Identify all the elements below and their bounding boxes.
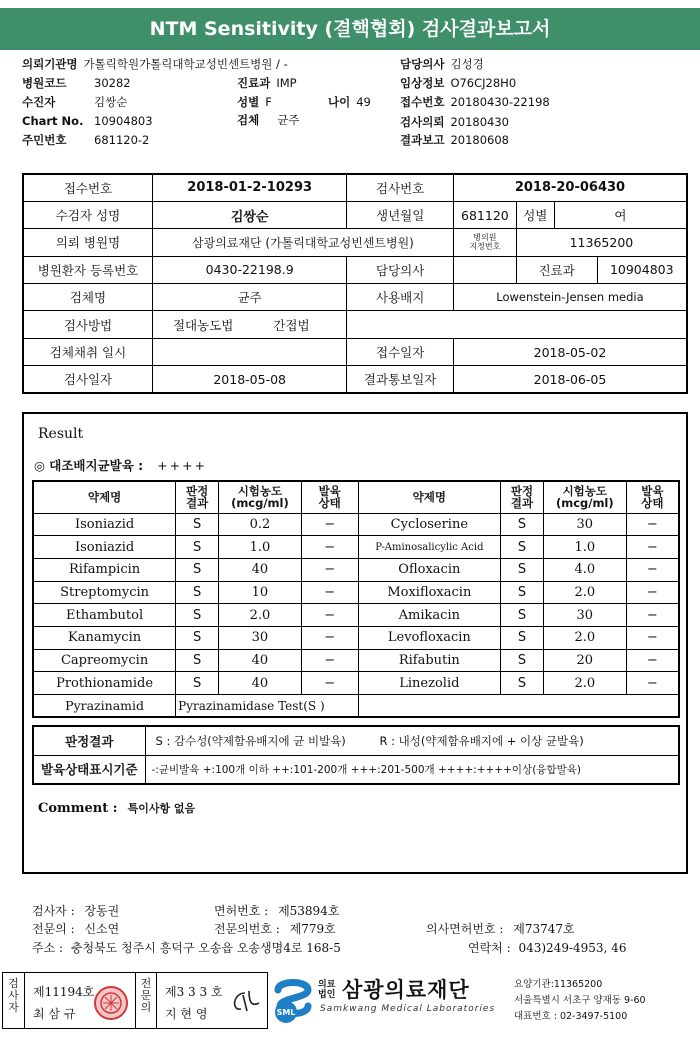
test-date-label: 검사일자 xyxy=(23,366,152,393)
table-row xyxy=(33,604,679,627)
header-doctor: 담당의사 김성경 xyxy=(400,57,484,71)
table-row xyxy=(23,284,687,311)
table-row xyxy=(23,229,687,256)
attending-doctor-label: 담당의사 xyxy=(347,256,454,283)
table-row xyxy=(33,755,679,784)
tester-number: 제11194호 xyxy=(33,985,95,999)
signature-icon xyxy=(227,987,261,1017)
table-header-row xyxy=(33,481,679,513)
judge-result: S xyxy=(176,649,219,672)
header-dept: 진료과 IMP xyxy=(237,76,297,90)
method-value xyxy=(152,311,346,338)
table-row xyxy=(33,558,679,581)
growth-status: − xyxy=(626,649,679,672)
footer-phone: 연락처 : 043)249-4953, 46 xyxy=(468,941,627,955)
judge-result: S xyxy=(501,604,544,627)
col-drug: 약제명 xyxy=(358,481,501,513)
pza-drug: Pyrazinamid xyxy=(33,695,176,718)
test-concentration: 2.0 xyxy=(543,672,626,695)
control-culture: ◎ 대조배지균발육 : ++++ xyxy=(34,458,208,473)
drug-name: Isoniazid xyxy=(33,536,176,559)
header-institution: 의뢰기관명 가톨릭학원가톨릭대학교성빈센트병원 / - xyxy=(22,57,288,71)
specimen-label: 검체명 xyxy=(23,284,152,311)
table-row xyxy=(23,338,687,365)
legend-table xyxy=(32,725,680,785)
org-name: 삼광의료재단 xyxy=(342,978,470,1002)
growth-status: − xyxy=(301,626,358,649)
medium-label: 사용배지 xyxy=(347,284,454,311)
col-judge: 판정 결과 xyxy=(176,481,219,513)
header-hospital-code: 병원코드 30282 xyxy=(22,76,131,90)
test-no-label: 검사번호 xyxy=(347,174,454,201)
test-concentration: 0.2 xyxy=(218,513,301,536)
tester-vertical-label: 검 사 자 xyxy=(3,973,25,1028)
registration-label: 병원환자 등록번호 xyxy=(23,256,152,283)
growth-status: − xyxy=(626,536,679,559)
comment: Comment : 특이사항 없음 xyxy=(38,801,196,816)
specialist-vertical-label: 전 문 의 xyxy=(135,973,157,1028)
drug-name: Rifampicin xyxy=(33,558,176,581)
footer-address: 주소 : 충청북도 청주시 흥덕구 오송읍 오송생명4로 168-5 xyxy=(32,941,341,955)
drug-name: Moxifloxacin xyxy=(358,581,501,604)
judge-result: S xyxy=(176,626,219,649)
birthdate-value: 681120 xyxy=(453,201,516,228)
judge-result: S xyxy=(176,558,219,581)
header-request: 검사의뢰 20180430 xyxy=(400,115,509,129)
judge-result: S xyxy=(176,604,219,627)
growth-status: − xyxy=(626,672,679,695)
table-row xyxy=(33,649,679,672)
test-concentration: 30 xyxy=(543,604,626,627)
table-row xyxy=(23,311,687,338)
judge-result: S xyxy=(176,536,219,559)
designation-label: 병의원 지정번호 xyxy=(453,229,516,256)
attending-doctor-value xyxy=(453,256,516,283)
susceptibility-table xyxy=(32,480,680,718)
drug-name: Prothionamide xyxy=(33,672,176,695)
drug-name: Ethambutol xyxy=(33,604,176,627)
col-conc: 시험농도 (mcg/ml) xyxy=(543,481,626,513)
footer-license: 면허번호 : 제53894호 xyxy=(214,904,340,918)
judge-r: R : 내성(약제함유배지에 + 이상 균발육) xyxy=(379,733,584,748)
receipt-label: 접수번호 xyxy=(23,174,152,201)
header-sex: 성별 F xyxy=(237,95,272,109)
judge-result: S xyxy=(501,536,544,559)
drug-name: Streptomycin xyxy=(33,581,176,604)
logo-text: SML xyxy=(276,1008,296,1017)
notify-date-label: 결과통보일자 xyxy=(347,366,454,393)
drug-name: Rifabutin xyxy=(358,649,501,672)
test-concentration: 20 xyxy=(543,649,626,672)
org-legal: 의료 법인 xyxy=(318,980,336,1000)
drug-name: Kanamycin xyxy=(33,626,176,649)
header-age: 나이 49 xyxy=(328,95,371,109)
patient-name-label: 수검자 성명 xyxy=(23,201,152,228)
hospital-name-value: 삼광의료재단 (가톨릭대학교성빈센트병원) xyxy=(152,229,453,256)
result-title: Result xyxy=(38,426,84,442)
growth-legend: -:균비발육 +:100개 이하 ++:101-200개 +++:201-500개 ++++:++++이상(융합발육) xyxy=(145,755,679,784)
growth-status: − xyxy=(626,581,679,604)
table-row xyxy=(33,672,679,695)
test-concentration: 2.0 xyxy=(218,604,301,627)
test-concentration: 30 xyxy=(543,513,626,536)
test-no-value: 2018-20-06430 xyxy=(453,174,687,201)
result-section xyxy=(22,412,688,874)
dept-value: 10904803 xyxy=(597,256,687,283)
growth-status: − xyxy=(626,604,679,627)
seal-icon xyxy=(93,985,129,1021)
test-concentration: 40 xyxy=(218,558,301,581)
dept-label: 진료과 xyxy=(516,256,597,283)
specialist-name: 지 현 영 xyxy=(165,1007,208,1021)
table-row xyxy=(23,174,687,201)
test-concentration: 2.0 xyxy=(543,626,626,649)
judge-result: S xyxy=(501,626,544,649)
medium-value: Lowenstein-Jensen media xyxy=(453,284,687,311)
test-date-value: 2018-05-08 xyxy=(152,366,346,393)
patient-name-value: 김쌍순 xyxy=(152,201,346,228)
method-blank xyxy=(347,311,687,338)
growth-status: − xyxy=(301,581,358,604)
drug-name: Levofloxacin xyxy=(358,626,501,649)
judge-result: S xyxy=(176,513,219,536)
test-concentration: 1.0 xyxy=(543,536,626,559)
table-row xyxy=(33,626,679,649)
method-indirect: 간접법 xyxy=(273,317,310,333)
header-clinical: 임상정보 O76CJ28H0 xyxy=(400,76,517,90)
judge-legend xyxy=(145,726,679,755)
judge-result: S xyxy=(501,672,544,695)
notify-date-value: 2018-06-05 xyxy=(453,366,687,393)
header-report: 결과보고 20180608 xyxy=(400,133,509,147)
col-drug: 약제명 xyxy=(33,481,176,513)
growth-status: − xyxy=(626,558,679,581)
footer-doc-license: 의사면허번호 : 제73747호 xyxy=(426,922,575,936)
growth-status: − xyxy=(301,672,358,695)
growth-status: − xyxy=(301,604,358,627)
org-code: 요양기관:11365200 xyxy=(514,979,603,990)
signature-box xyxy=(2,972,268,1029)
org-phone: 대표번호 : 02-3497-5100 xyxy=(514,1011,628,1022)
receipt-date-value: 2018-05-02 xyxy=(453,338,687,365)
col-conc: 시험농도 (mcg/ml) xyxy=(218,481,301,513)
report-title: NTM Sensitivity (결핵협회) 검사결과보고서 xyxy=(0,8,700,50)
drug-name: Capreomycin xyxy=(33,649,176,672)
table-row xyxy=(23,366,687,393)
table-row xyxy=(33,536,679,559)
drug-name: Cycloserine xyxy=(358,513,501,536)
test-concentration: 2.0 xyxy=(543,581,626,604)
drug-name: Amikacin xyxy=(358,604,501,627)
test-concentration: 40 xyxy=(218,649,301,672)
sex-label: 성별 xyxy=(516,201,554,228)
growth-status: − xyxy=(301,649,358,672)
pza-blank xyxy=(358,695,679,718)
sex-value: 여 xyxy=(554,201,687,228)
judge-result: S xyxy=(501,649,544,672)
specialist-number: 제3 3 3 호 xyxy=(165,985,223,999)
footer-spec-no: 전문의번호 : 제779호 xyxy=(214,922,336,936)
collection-value xyxy=(152,338,346,365)
growth-status: − xyxy=(626,513,679,536)
table-row xyxy=(23,256,687,283)
header-patient: 수진자 김쌍순 xyxy=(22,95,128,109)
judge-result: S xyxy=(501,558,544,581)
receipt-value: 2018-01-2-10293 xyxy=(152,174,346,201)
test-concentration: 10 xyxy=(218,581,301,604)
specimen-info-table xyxy=(22,173,688,394)
birthdate-label: 생년월일 xyxy=(347,201,454,228)
footer-specialist: 전문의 : 신소연 xyxy=(32,922,120,936)
header-rrn: 주민번호 681120-2 xyxy=(22,133,150,147)
judge-label: 판정결과 xyxy=(33,726,145,755)
table-row xyxy=(33,726,679,755)
hospital-name-label: 의뢰 병원명 xyxy=(23,229,152,256)
test-concentration: 40 xyxy=(218,672,301,695)
test-concentration: 4.0 xyxy=(543,558,626,581)
drug-name: Linezolid xyxy=(358,672,501,695)
table-row xyxy=(33,513,679,536)
org-name-en: Samkwang Medical Laboratories xyxy=(320,1004,496,1014)
test-concentration: 30 xyxy=(218,626,301,649)
organization-block xyxy=(272,972,698,1029)
col-growth: 발육 상태 xyxy=(301,481,358,513)
method-absolute: 절대농도법 xyxy=(172,317,234,333)
table-row xyxy=(33,581,679,604)
specimen-value: 균주 xyxy=(152,284,346,311)
org-address: 서울특별시 서초구 양재동 9-60 xyxy=(514,995,646,1006)
test-concentration: 1.0 xyxy=(218,536,301,559)
footer-tester: 검사자 : 장동권 xyxy=(32,904,120,918)
table-row xyxy=(33,695,679,718)
judge-result: S xyxy=(501,581,544,604)
sml-logo-icon xyxy=(272,976,314,1024)
growth-label: 발육상태표시기준 xyxy=(33,755,145,784)
tester-name: 최 삼 규 xyxy=(33,1007,76,1021)
collection-label: 검체채취 일시 xyxy=(23,338,152,365)
judge-result: S xyxy=(176,581,219,604)
method-label: 검사방법 xyxy=(23,311,152,338)
growth-status: − xyxy=(301,558,358,581)
drug-name: P-Aminosalicylic Acid xyxy=(358,536,501,559)
drug-name: Isoniazid xyxy=(33,513,176,536)
designation-value: 11365200 xyxy=(516,229,687,256)
judge-result: S xyxy=(501,513,544,536)
judge-s: S : 감수성(약제함유배지에 균 비발육) xyxy=(155,733,346,748)
table-row xyxy=(23,201,687,228)
growth-status: − xyxy=(301,513,358,536)
growth-status: − xyxy=(626,626,679,649)
col-judge: 판정 결과 xyxy=(501,481,544,513)
pza-result: Pyrazinamidase Test(S ) xyxy=(176,695,358,718)
col-growth: 발육 상태 xyxy=(626,481,679,513)
judge-result: S xyxy=(176,672,219,695)
receipt-date-label: 접수일자 xyxy=(347,338,454,365)
header-chart: Chart No. 10904803 xyxy=(22,114,153,128)
header-receipt: 접수번호 20180430-22198 xyxy=(400,95,550,109)
comment-text: 특이사항 없음 xyxy=(127,802,196,815)
drug-name: Ofloxacin xyxy=(358,558,501,581)
registration-value: 0430-22198.9 xyxy=(152,256,346,283)
growth-status: − xyxy=(301,536,358,559)
header-specimen: 검체 균주 xyxy=(237,113,300,127)
